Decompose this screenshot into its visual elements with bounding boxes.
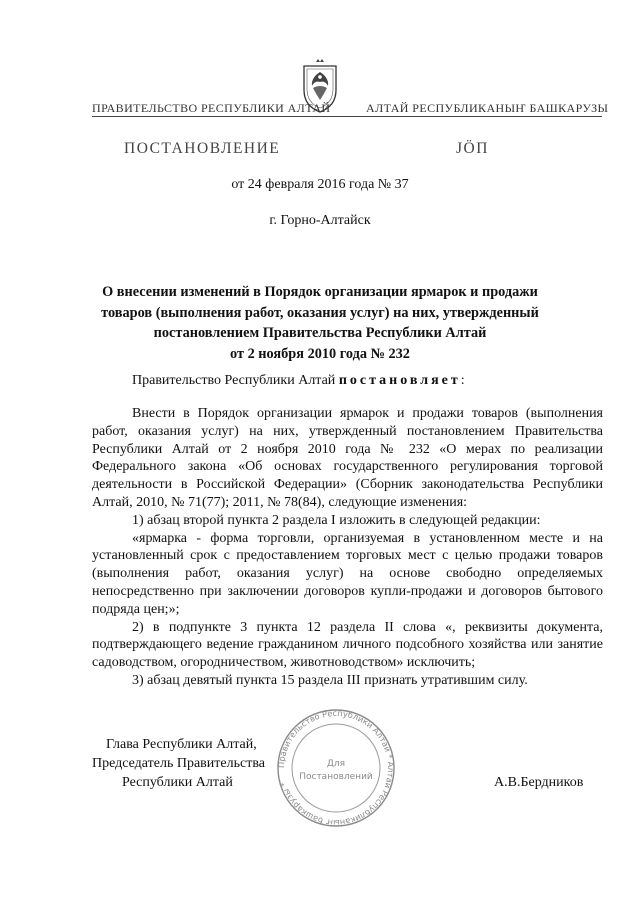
title-line: товаров (выполнения работ, оказания услуг) на них, утвержденный	[101, 304, 539, 321]
body-item-1: 1) абзац второй пункта 2 раздела I изложить в следующей редакции:	[132, 512, 541, 528]
preamble-text: Правительство Республики Алтай	[132, 373, 336, 388]
header-left-org: ПРАВИТЕЛЬСТВО РЕСПУБЛИКИ АЛТАЙ	[92, 101, 331, 115]
title-line: постановлением Правительства Республики Алтай	[153, 325, 487, 341]
date-line: от 24 февраля 2016 года № 37	[231, 177, 409, 192]
body-item-1-quote: «ярмарка - форма торговли, организуемая в установленном месте и на установленный срок с предоставлением торговых мест с целью продажи товаров (выполнения работ, оказания услуг) на основе свободно определяемых непосредственно при заключении договоров купли-продажи и договоров бытового подряда цен;»;	[92, 530, 603, 617]
body-item-2: 2) в подпункте 3 пункта 12 раздела II слова «, реквизиты документа, подтверждающего ведение гражданином личного подсобного хозяйства или занятие садоводством, огородничеством, животноводством» исключить;	[92, 619, 603, 671]
body-item-3: 3) абзац девятый пункта 15 раздела III признать утратившим силу.	[132, 672, 528, 688]
seal-ring-text: Правительство Республики Алтай * Алтай Республиканыҥ башкарузы *	[275, 708, 397, 828]
document-body	[92, 405, 603, 690]
header-rule	[92, 116, 602, 117]
title-line: от 2 ноября 2010 года № 232	[230, 345, 410, 362]
official-seal-stamp	[266, 708, 406, 828]
doc-type-ru: ПОСТАНОВЛЕНИЕ	[124, 140, 281, 157]
body-intro: Внести в Порядок организации ярмарок и продажи товаров (выполнения работ, оказания услуг) на них, утвержденный постановлением Правительства Республики Алтай от 2 ноября 2010 года № 232 «О мерах по реализации Федерального закона «Об основах государственного регулирования торговой деятельности в Российской Федерации» (Сборник законодательства Республики Алтай, 2010, № 71(77); 2011, № 78(84), следующие изменения:	[92, 406, 603, 510]
document-title	[90, 282, 550, 364]
seal-center-line-2: Постановлений	[299, 772, 373, 782]
preamble	[132, 372, 465, 390]
header-right-org: АЛТАЙ РЕСПУБЛИКАНЫҤ БАШКАРУЗЫ	[366, 101, 609, 115]
seal-center-line-1: Для	[326, 759, 346, 769]
signature-title-line-1: Глава Республики Алтай,	[106, 737, 257, 752]
title-line: О внесении изменений в Порядок организации ярмарок и продажи	[102, 284, 538, 300]
city-line: г. Горно-Алтайск	[269, 213, 371, 228]
signatory-name: А.В.Бердников	[494, 775, 584, 790]
preamble-verb: постановляет	[338, 373, 461, 388]
doc-type-alt: ЈӦП	[456, 140, 489, 157]
signature-title-line-2: Председатель Правительства	[92, 756, 265, 771]
preamble-colon: :	[460, 373, 465, 388]
signature-title-line-3: Республики Алтай	[122, 775, 233, 790]
